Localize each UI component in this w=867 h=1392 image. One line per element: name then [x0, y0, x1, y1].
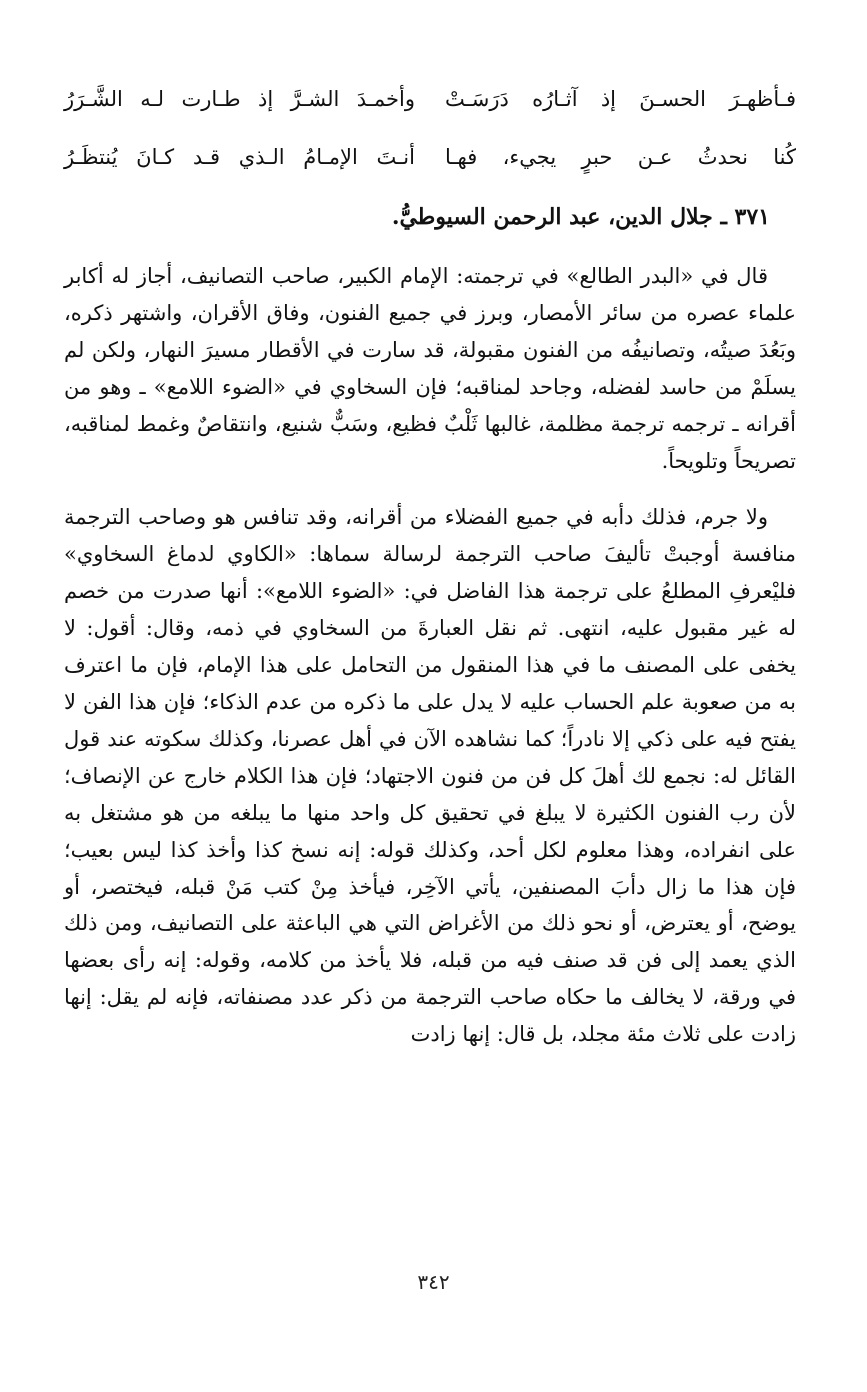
verse-hemistich-left: أنـتَ الإمـامُ الـذي قـد كـانَ يُنتظَـرُ: [64, 145, 415, 169]
verse-line: [64, 128, 796, 186]
verse-hemistich-right: فـأظهـرَ الحسـنَ إذ آثـارُه دَرَسَـتْ: [445, 87, 796, 111]
page-body: [64, 70, 796, 1053]
verse-hemistich-left: وأخمـدَ الشـرَّ إذ طـارت لـه الشَّـرَرُ: [64, 87, 415, 111]
verse-line: [64, 70, 796, 128]
paragraph: قال في «البدر الطالع» في ترجمته: الإمام الكبير، صاحب التصانيف، أجاز له أكابر علماء عصره من سائر الأمصار، وبرز في جميع الفنون، وفاق الأقران، واشتهر ذكره، وبَعُدَ صيتُه، وتصانيفُه من الفنون مقبولة، قد سارت في الأقطار مسيرَ النهار، ولكن لم يسلَمْ من حاسد لفضله، وجاحد لمناقبه؛ فإن السخاوي في «الضوء اللامع» ـ وهو من أقرانه ـ ترجمه ترجمة مظلمة، غالبها ثَلْبٌ فظيع، وسَبٌّ شنيع، وانتقاصٌ وغمط لمناقبه، تصريحاً وتلويحاً.: [64, 264, 796, 473]
verse-hemistich-right: كُنا نحدثُ عـن حبرٍ يجيء، فهـا: [445, 145, 796, 169]
poem: [64, 70, 796, 186]
paragraph: ولا جرم، فذلك دأبه في جميع الفضلاء من أقرانه، وقد تنافس هو وصاحب الترجمة منافسة أوجبتْ تأليفَ صاحب الترجمة لرسالة سماها: «الكاوي لدماغ السخاوي» فليْعرفِ المطلعُ على ترجمة هذا الفاضل في: «الضوء اللامع»: أنها صدرت من خصم له غير مقبول عليه، انتهى. ثم نقل العبارةَ من السخاوي في ذمه، وقال: أقول: لا يخفى على المصنف ما في هذا المنقول من التحامل على هذا الإمام، فإن ما اعترف به من صعوبة علم الحساب عليه لا يدل على ما ذكره من عدم الذكاء؛ فإن هذا الفن لا يفتح فيه على ذكي إلا نادراً؛ كما نشاهده الآن في أهل عصرنا، وكذلك سكوته عند قول القائل له: نجمع لك أهلَ كل فن من فنون الاجتهاد؛ فإن هذا الكلام خارج عن الإنصاف؛ لأن رب الفنون الكثيرة لا يبلغ في تحقيق كل واحد منها ما يبلغه من هو مشتغل به على انفراده، وهذا معلوم لكل أحد، وكذلك قوله: إنه نسخ كذا وأخذ كذا ليس بعيب؛ فإن هذا ما زال دأبَ المصنفين، يأتي الآخِر، فيأخذ مِنْ كتب مَنْ قبله، فيختصر، أو يوضح، أو يعترض، أو نحو ذلك من الأغراض التي هي الباعثة على التصانيف، ومن ذلك الذي يعمد إلى فن قد صنف فيه من قبله، فلا يأخذ من كلامه، وقوله: إنه رأى بعضها في ورقة، لا يخالف ما حكاه صاحب الترجمة من ذكر عدد مصنفاته، فإنه لم يقل: إنها زادت على ثلاث مئة مجلد، بل قال: إنها زادت: [64, 505, 796, 1047]
page-number: ٣٤٢: [417, 1270, 450, 1294]
entry-heading: ٣٧١ ـ جلال الدين، عبد الرحمن السيوطيُّ.: [391, 204, 770, 230]
